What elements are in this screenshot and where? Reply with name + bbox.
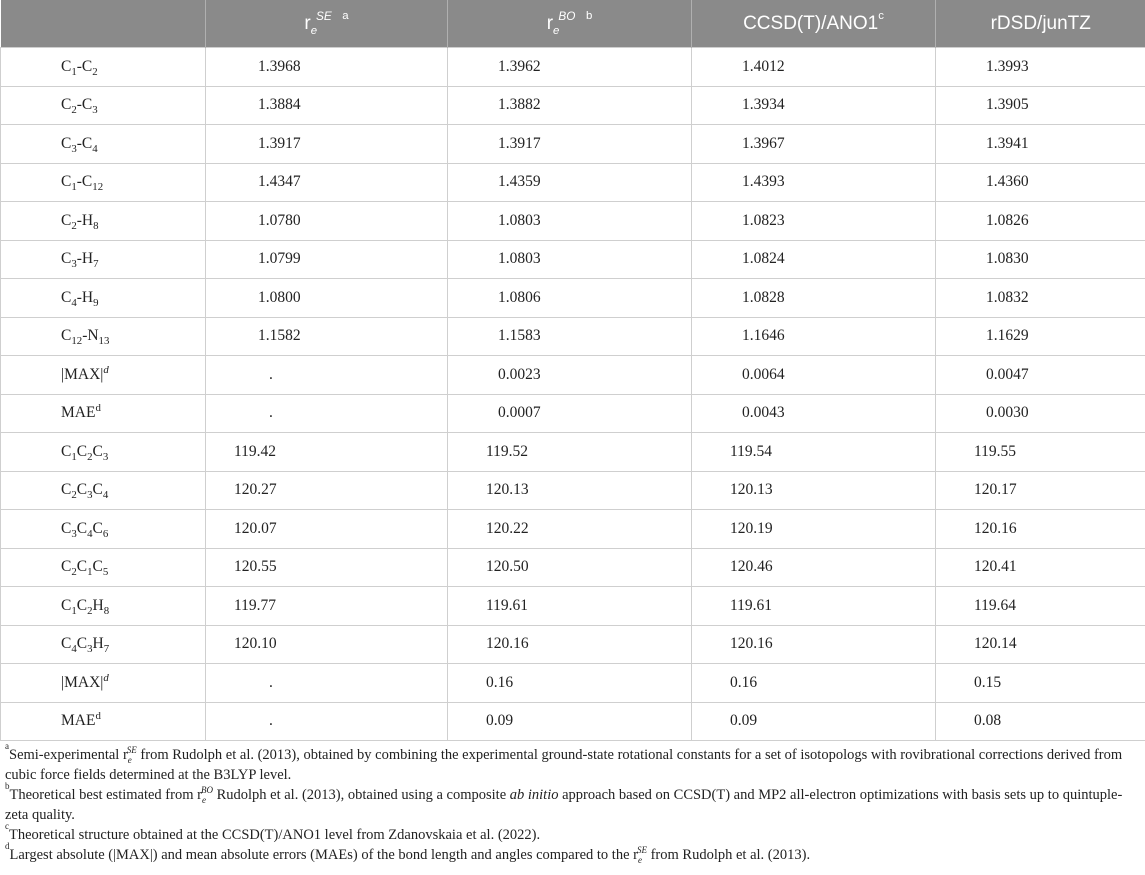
row-label: $C_4-H_9$ <box>1 279 206 318</box>
value-cell: 120.46 <box>692 548 936 587</box>
value-cell: 119.61 <box>692 587 936 626</box>
header-re-bo: $r_e^{BO}$ $^b$ <box>448 0 692 48</box>
row-label: MAE$^d$ <box>1 702 206 741</box>
footnote-d: $^d$Largest absolute (|MAX|) and mean absolute errors (MAEs) of the bond length and angles compared to the $r_e^{SE}$ from Rudolph et al. (2013). <box>5 841 811 865</box>
value-cell: 1.3968 <box>206 48 448 87</box>
value-cell: 120.16 <box>692 625 936 664</box>
row-label: $|MAX|^d$ <box>1 664 206 703</box>
value-cell: 1.3917 <box>206 125 448 164</box>
row-label: $C_2C_3C_4$ <box>1 471 206 510</box>
row-label: $C_{12}-N_{13}$ <box>1 317 206 356</box>
value-cell: 119.42 <box>206 433 448 472</box>
value-cell: 1.0806 <box>448 279 692 318</box>
value-cell: 1.3884 <box>206 86 448 125</box>
row-label: $C_1C_2C_3$ <box>1 433 206 472</box>
value-cell: 0.0047 <box>936 356 1145 395</box>
header-empty <box>1 0 206 48</box>
value-cell: 120.27 <box>206 471 448 510</box>
value-cell: 120.22 <box>448 510 692 549</box>
value-cell: 1.3941 <box>936 125 1145 164</box>
value-cell: 1.0828 <box>692 279 936 318</box>
value-cell: 120.16 <box>936 510 1145 549</box>
row-label: $C_3-C_4$ <box>1 125 206 164</box>
value-cell: 0.0064 <box>692 356 936 395</box>
value-cell: 119.55 <box>936 433 1145 472</box>
table-row <box>1 510 1145 549</box>
value-cell: 0.0007 <box>448 394 692 433</box>
row-label: $C_4C_3H_7$ <box>1 625 206 664</box>
value-cell: 1.1582 <box>206 317 448 356</box>
table-row <box>1 587 1145 626</box>
value-cell: 1.0823 <box>692 202 936 241</box>
value-cell: 1.4359 <box>448 163 692 202</box>
value-cell: 120.50 <box>448 548 692 587</box>
table-row <box>1 163 1145 202</box>
table-row <box>1 702 1145 741</box>
table-row <box>1 48 1145 87</box>
value-cell: 0.15 <box>936 664 1145 703</box>
row-label: $C_1C_2H_8$ <box>1 587 206 626</box>
value-cell: 120.41 <box>936 548 1145 587</box>
table-row <box>1 471 1145 510</box>
value-cell: 1.0803 <box>448 240 692 279</box>
value-cell: 120.19 <box>692 510 936 549</box>
value-cell: 1.0803 <box>448 202 692 241</box>
row-label: $C_2-C_3$ <box>1 86 206 125</box>
row-label: $C_1-C_2$ <box>1 48 206 87</box>
value-cell: 0.09 <box>692 702 936 741</box>
value-cell: 1.0830 <box>936 240 1145 279</box>
table-row <box>1 279 1145 318</box>
value-cell: 1.1583 <box>448 317 692 356</box>
value-cell: 120.13 <box>692 471 936 510</box>
footnote-c: $^c$Theoretical structure obtained at the CCSD(T)/ANO1 level from Zdanovskaia et al. (2022). <box>5 821 541 843</box>
table-row <box>1 240 1145 279</box>
row-label: MAE$^d$ <box>1 394 206 433</box>
value-cell: 120.16 <box>448 625 692 664</box>
value-cell: 0.0023 <box>448 356 692 395</box>
footnote-a: $^a$Semi-experimental $r_e^{SE}$ from Rudolph et al. (2013), obtained by combining the experimental ground-state rotational constants for a set of isotopologs with rovibrational corrections derived from cubic force fields determined at the B3LYP level. <box>5 741 1123 783</box>
table-header <box>1 0 1145 48</box>
table-row <box>1 125 1145 164</box>
value-cell: 1.0799 <box>206 240 448 279</box>
value-cell: . <box>206 394 448 433</box>
value-cell: 119.61 <box>448 587 692 626</box>
table-row <box>1 433 1145 472</box>
value-cell: . <box>206 664 448 703</box>
row-label: $|MAX|^d$ <box>1 356 206 395</box>
value-cell: 1.0824 <box>692 240 936 279</box>
value-cell: 0.0030 <box>936 394 1145 433</box>
value-cell: 1.3934 <box>692 86 936 125</box>
table-row <box>1 548 1145 587</box>
table-row <box>1 356 1145 395</box>
value-cell: 1.4393 <box>692 163 936 202</box>
value-cell: 120.07 <box>206 510 448 549</box>
header-rdsd: rDSD/junTZ <box>936 0 1145 48</box>
footnotes <box>0 741 1145 865</box>
table-body <box>1 48 1145 741</box>
value-cell: 120.55 <box>206 548 448 587</box>
value-cell: 119.77 <box>206 587 448 626</box>
value-cell: 1.3882 <box>448 86 692 125</box>
value-cell: 1.0780 <box>206 202 448 241</box>
value-cell: 1.3962 <box>448 48 692 87</box>
table-row <box>1 86 1145 125</box>
row-label: $C_3C_4C_6$ <box>1 510 206 549</box>
value-cell: 0.16 <box>448 664 692 703</box>
value-cell: 0.08 <box>936 702 1145 741</box>
footnote-b: $^b$Theoretical best estimated from $r_e^{BO}$ Rudolph et al. (2013), obtained using a composite ab initio approach based on CCSD(T) and MP2 all-electron optimizations with basis sets up to quintuple-zeta quality. <box>5 781 1123 823</box>
row-label: $C_3-H_7$ <box>1 240 206 279</box>
value-cell: 1.4360 <box>936 163 1145 202</box>
value-cell: 0.16 <box>692 664 936 703</box>
row-label: $C_2C_1C_5$ <box>1 548 206 587</box>
value-cell: 119.54 <box>692 433 936 472</box>
value-cell: 1.3917 <box>448 125 692 164</box>
value-cell: . <box>206 702 448 741</box>
value-cell: 1.1629 <box>936 317 1145 356</box>
value-cell: 1.3967 <box>692 125 936 164</box>
value-cell: 120.10 <box>206 625 448 664</box>
table-row <box>1 317 1145 356</box>
value-cell: 1.4347 <box>206 163 448 202</box>
table-row <box>1 394 1145 433</box>
table-row <box>1 664 1145 703</box>
table-row <box>1 202 1145 241</box>
value-cell: 1.1646 <box>692 317 936 356</box>
row-label: $C_2-H_8$ <box>1 202 206 241</box>
value-cell: 1.3905 <box>936 86 1145 125</box>
value-cell: . <box>206 356 448 395</box>
value-cell: 119.64 <box>936 587 1145 626</box>
table-row <box>1 625 1145 664</box>
value-cell: 120.17 <box>936 471 1145 510</box>
value-cell: 120.14 <box>936 625 1145 664</box>
value-cell: 120.13 <box>448 471 692 510</box>
value-cell: 0.09 <box>448 702 692 741</box>
value-cell: 0.0043 <box>692 394 936 433</box>
value-cell: 1.0832 <box>936 279 1145 318</box>
value-cell: 1.0826 <box>936 202 1145 241</box>
value-cell: 1.3993 <box>936 48 1145 87</box>
row-label: $C_1-C_{12}$ <box>1 163 206 202</box>
header-re-se: $r_e^{SE}$ $^a$ <box>206 0 448 48</box>
value-cell: 119.52 <box>448 433 692 472</box>
header-ccsdt: CCSD(T)/ANO1$^c$ <box>692 0 936 48</box>
value-cell: 1.4012 <box>692 48 936 87</box>
value-cell: 1.0800 <box>206 279 448 318</box>
